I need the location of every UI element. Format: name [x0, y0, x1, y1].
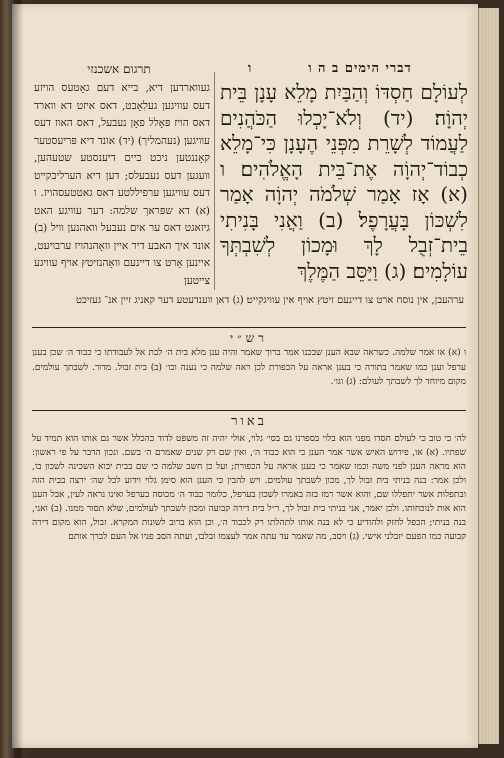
translation-continuation: ערהעבן, אין נוסח ארט צו דיינעם זיטץ אויף אין עוויגקייט׃ (ג) דאן ווענדעטע דער קאניג זיין אנ־ געזיכט: [75, 295, 464, 306]
section-rule-middle: [32, 410, 466, 411]
column-divider: [214, 72, 215, 290]
page-number: ו: [248, 61, 253, 76]
translation-text: געווארדען דיא, בייא דעם גאָטעס הויזע דעס עוויגען געלִאָבט, דאס איזט דא ווארד דאס הויז פּאָלל פאָן נעבעל, דאס האוז דעס עוויגען (נעהמליך) (יד) אונד דיא פּריעסטער קאָננטען ניכט ביים דיענסטע שטעהען, וועגען דעס נעבעלס; דען דיא הערליכקייט דעס עוויגען ערפיללטע דאס גאטטעסהויז. ו (א) דא שפּראך שלמה: דער עוויגע האט גיזאגט דאס ער אים נעבעל וואהנען וויל (ב) אונד איך האבע דיר איין וואָהנהויז ערבויעט, איינען אָרט צו דיינעם וואָהנזיטץ אויף עוויגע צייטען: [34, 82, 210, 287]
targum-header: תרגום אשכנזי: [87, 62, 151, 76]
scripture-text: לְעוֹלָם חַסְדּוֹ וְהַבַּיִת מָלֵא עָנָן בֵּית יְהוָֹה׃ (יד) וְלֹא־יָכְלוּ הַכֹּהֲנִים לַעֲמוֹד לְשָׁרֵת מִפְּנֵי הֶעָנָן כִּי־מָלֵא כְבוֹד־יְהוָֹה אֶת־בֵּית הָאֱלֹהִים׃ ו (א) אָז אָמַר שְׁלֹמֹה יְהוָֹה אָמַר לִשְׁכּוֹן בָּעֲרָפֶל׃ (ב) וַאֲנִי בָּנִיתִי בֵית־זְבֻל לָךְ וּמָכוֹן לְשִׁבְתְּךָ עוֹלָמִים׃ (ג) וַיַּסֵּב הַמֶּלֶךְ: [220, 80, 468, 283]
running-header: [220, 60, 466, 76]
page-edges: [478, 8, 499, 744]
biur-heading: באור: [231, 414, 267, 429]
rashi-heading: רש״י: [229, 331, 269, 345]
rashi-commentary: ו (א) או אמר שלמה. כשראה שבא הענן שבכנו אמר ברוך שאמר והיה ענן מלא בית ה׳ לבת אל לעבודתו כי כבוד ה׳ שכן בענן ערפל וענן כמו שאמר בתורה כי בענן אראה על הכפורת לכן ראה שלמה כי נענה וכו׳ (ב) בית זבול. מדור. לשבתך עולמים. מקום מיוחד לך לשבתך לעולם: (ג) וגו׳.: [32, 348, 466, 387]
running-title: דברי הימים ב ה ו: [308, 61, 412, 76]
gutter-shadow: [12, 4, 24, 748]
section-rule-top: [32, 327, 466, 328]
biur-commentary: לה׳ כי טוב כי לעולם חסדו מפני הוא בלוי בספרנו גם בסי׳ גלוי, אולי יהיה זה משפט לדוד כהכלל אשר גם אותו הוא תמיד על שפתיו. (א) או, פירוש האיש אשר אמר הענן כי הוא כבוד ה׳, ואין שם רק שנים שאמרם ה׳ בשם. ונכון הדבר על פי ראשון: הוא מראה הענן לפני משה וכמו שאמר כי בענן אראה על הכפורת; ועל כן חשב שלמה כי שם בבית יבוא השכינה לשכון בו, ולכן אמר: בנה בניתי בית זבול לך, מכון לשבתך עולמים. ויש להבין כי הענן הוא סימן גלוי וידוע לכל שה׳ ירצה בבית הזה ובתפלות אשר יתפללו שם, והוא אשר רמז בזה באמרו לשכון בערפל, כלומר כבוד ה׳ מכוסה בערפל ואינו נראה לעין, אבל הענן הוא אות לנוכחותו. ולכן יאמר, אני בניתי בית זבול לך, ר״ל בית דירה קבועה ומכון לשבתך לעולמים, שלא תסור ממנו. (ב) ואני, בנה בניתי; הכפל לחזק ולהודיע כי לא בנה אותו לתהלתו רק לכבוד ה׳, וכן הוא ברוב לשונות המקרא. זבול, הוא מקום דירה קבועה כמו הפעם יזבלני אישי. (ג) ויסב, מה שאמר עד עתה אמר לעצמו ובלבו, ועתה הסב פניו אל העם לברך אותם: [32, 434, 466, 542]
